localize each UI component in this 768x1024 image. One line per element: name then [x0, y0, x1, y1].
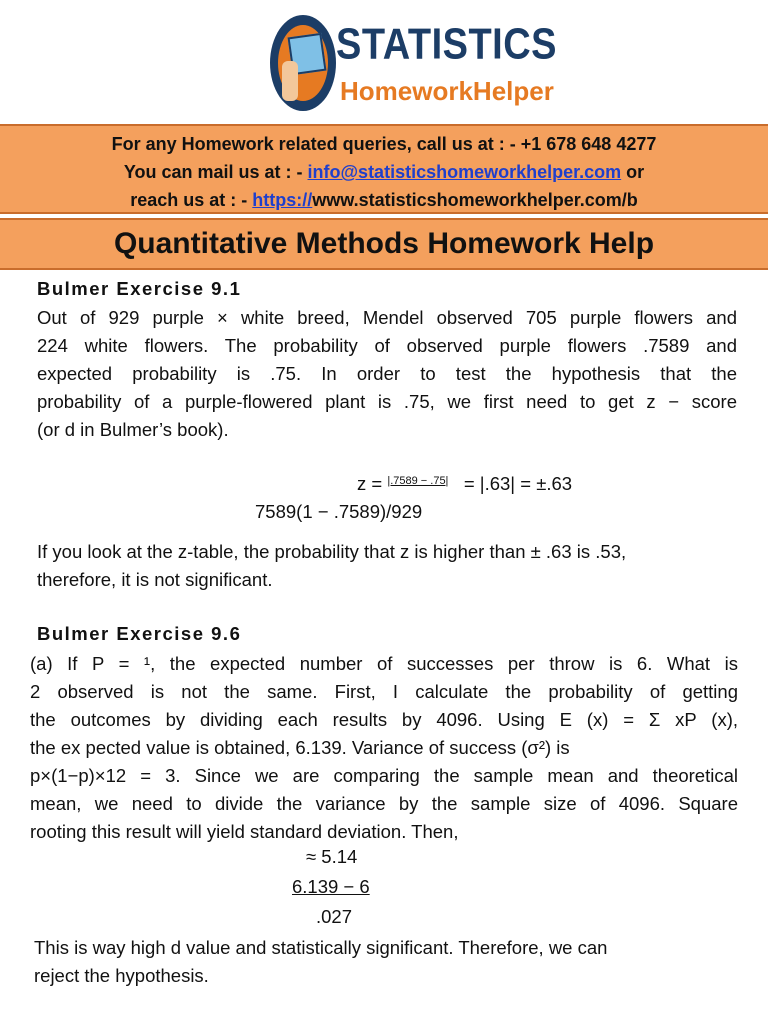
website-link-scheme[interactable]: https:// — [252, 190, 313, 210]
approx-result: ≈ 5.14 — [306, 846, 358, 867]
contact-phone-line: For any Homework related queries, call us at : - +1 678 648 4277 — [111, 134, 657, 154]
z-fraction-numerator: |.7589 − .75| — [387, 475, 449, 487]
logo-subtitle: HomeworkHelper — [340, 76, 554, 106]
contact-email-line: You can mail us at : - info@statisticshomeworkhelper.com or — [123, 162, 645, 182]
logo-title: STATISTICS — [336, 20, 558, 70]
logo-emblem-icon — [270, 15, 336, 111]
exercise-9-6-heading: Bulmer Exercise 9.6 — [37, 623, 242, 644]
logo — [270, 12, 558, 118]
contact-banner — [0, 124, 768, 214]
email-link[interactable]: info@statisticshomeworkhelper.com — [307, 162, 622, 182]
page-title: Quantitative Methods Homework Help — [0, 218, 768, 270]
exercise-9-1-conclusion: If you look at the z-table, the probability that z is higher than ± .63 is .53, therefore, it is not significant. — [37, 541, 627, 590]
fraction-numerator: 6.139 − 6 — [292, 876, 370, 897]
exercise-9-6-paragraph: (a) If P = ¹, the expected number of successes per throw is 6. What is 2 observed is not the same. First, I calculate the probability of getting the outcomes by dividing each results by 4096. Using E (x) = Σ xP (x), the ex pected value is obtained, 6.139. Variance of success (σ²) is p×(1−p)×12 = 3. Since we are comparing the sample mean and theoretical mean, we need to divide the variance by the sample size of 4096. Square rooting this result will yield standard deviation. Then, — [30, 653, 738, 842]
fraction-denominator: .027 — [316, 906, 353, 927]
z-fraction-denominator: 7589(1 − .7589)/929 — [255, 501, 423, 522]
exercise-9-1-paragraph: Out of 929 purple × white breed, Mendel observed 705 purple flowers and 224 white flowers. The probability of observed purple flowers .7589 and expected probability is .75. In order to test the hypothesis that the probability of a purple-flowered plant is .75, we first need to get z − score (or d in Bulmer’s book). — [37, 307, 737, 440]
contact-url-line: reach us at : - https://www.statisticshomeworkhelper.com/b — [130, 190, 638, 210]
website-link-rest[interactable]: www.statisticshomeworkhelper.com/b — [312, 190, 638, 210]
exercise-9-6-conclusion: This is way high d value and statistically significant. Therefore, we can reject the hypothesis. — [34, 937, 608, 986]
z-equation: z = $^{|.7589 - .75|}$ = |.63| = ±.63 — [357, 473, 573, 494]
exercise-9-1-heading: Bulmer Exercise 9.1 — [37, 278, 242, 299]
